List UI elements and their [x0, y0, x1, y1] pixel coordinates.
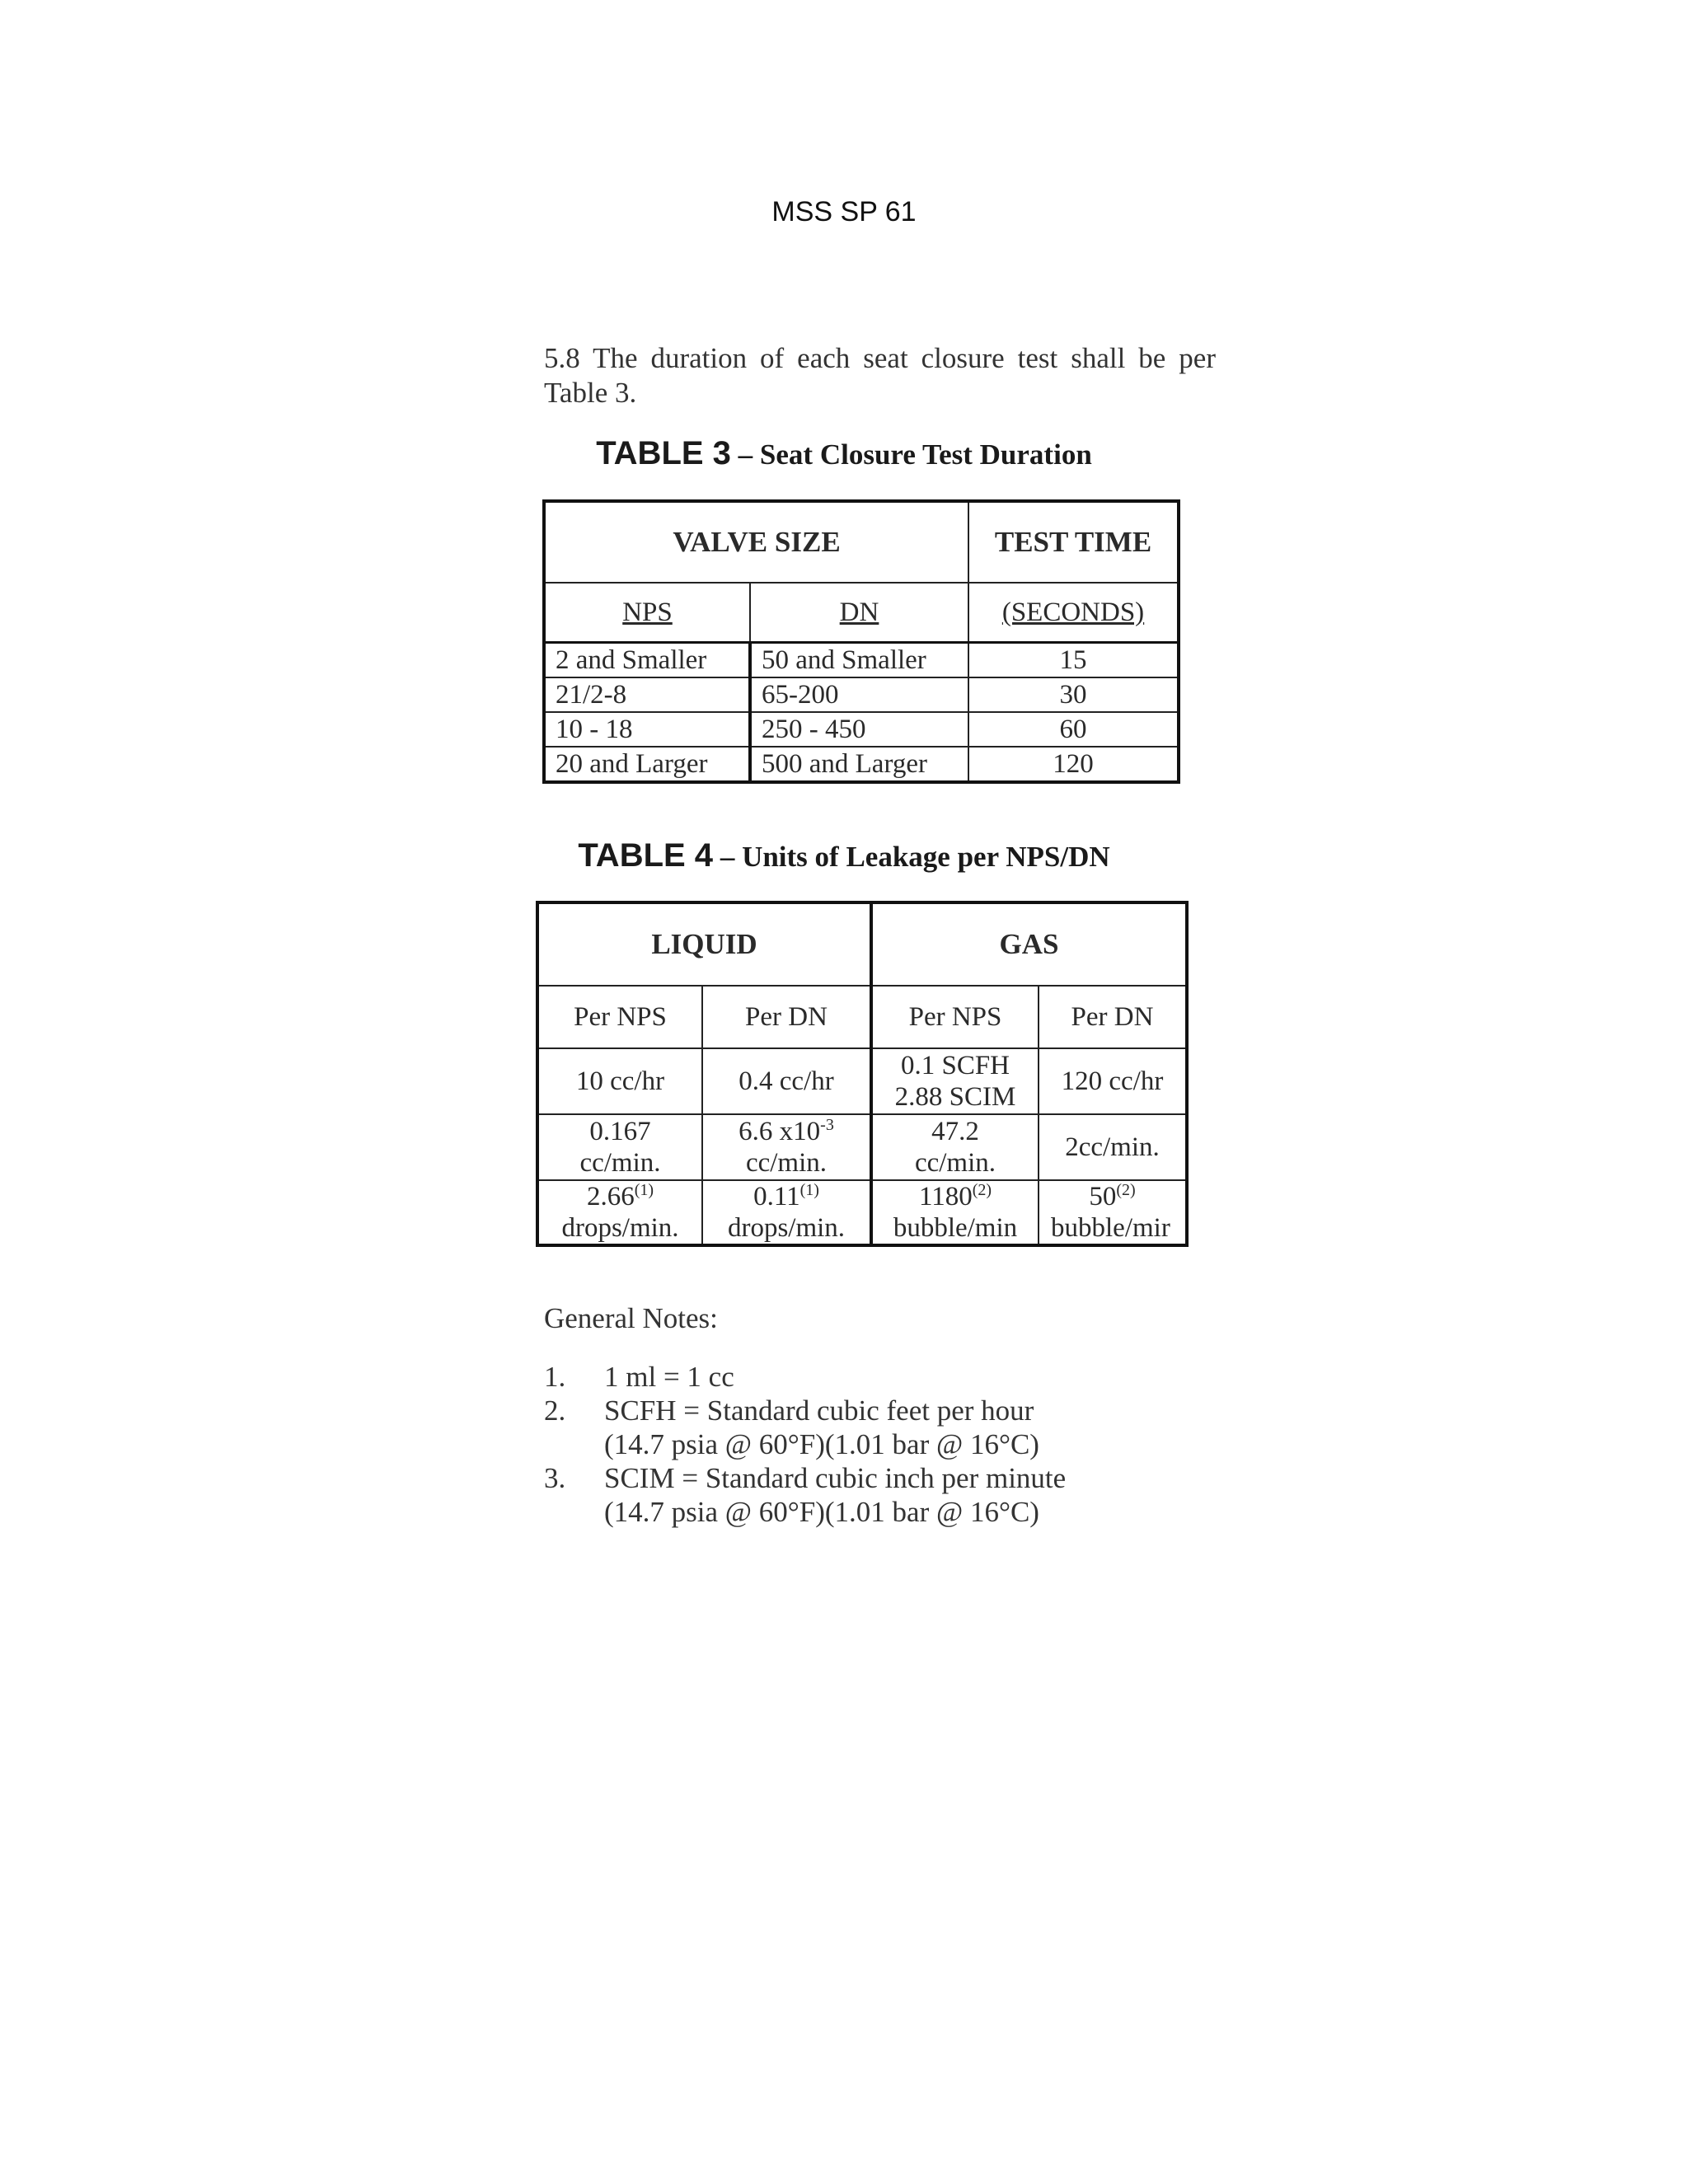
list-item [544, 1461, 1170, 1529]
note-line: (14.7 psia @ 60°F)(1.01 bar @ 16°C) [604, 1428, 1039, 1460]
page-header: MSS SP 61 [771, 196, 917, 227]
table-row [537, 1048, 1187, 1114]
table-3-number: TABLE 3 [596, 435, 731, 471]
liquid-per-nps-cell [537, 1114, 702, 1180]
cell-line: drops/min. [727, 1213, 846, 1243]
footnote-ref: (2) [972, 1181, 992, 1199]
cell-value: 2.66 [586, 1182, 635, 1212]
general-notes-list [544, 1360, 1170, 1529]
section-5-8-text: 5.8 The duration of each seat closure test shall be per Table 3. [544, 342, 1216, 409]
liquid-per-nps-subheader: Per NPS [537, 986, 702, 1048]
cell-line: 47.2 [931, 1117, 979, 1146]
note-line: (14.7 psia @ 60°F)(1.01 bar @ 16°C) [604, 1496, 1039, 1528]
note-text [604, 1360, 1170, 1394]
seconds-cell: 15 [968, 643, 1179, 678]
cell-value: 1180 [918, 1182, 973, 1212]
liquid-per-dn-cell: 0.4 cc/hr [702, 1048, 871, 1114]
table-row [544, 677, 1179, 712]
liquid-per-dn-subheader: Per DN [702, 986, 871, 1048]
dn-cell: 65-200 [750, 677, 968, 712]
seconds-cell: 30 [968, 677, 1179, 712]
table-4-number: TABLE 4 [578, 837, 714, 874]
cell-value: 0.11 [753, 1182, 800, 1212]
cell-line: bubble/mir [1051, 1213, 1170, 1243]
table-row [537, 1180, 1187, 1245]
cell-line: drops/min. [561, 1213, 679, 1243]
gas-per-dn-subheader: Per DN [1039, 986, 1187, 1048]
gas-per-nps-cell [871, 1180, 1039, 1245]
list-item [544, 1360, 1170, 1394]
list-item [544, 1394, 1170, 1461]
note-text [604, 1394, 1170, 1461]
footnote-ref: (1) [634, 1181, 654, 1199]
general-notes-title: General Notes: [544, 1302, 718, 1334]
table-row [544, 712, 1179, 747]
table-4-caption [0, 837, 1688, 874]
note-line: 1 ml = 1 cc [604, 1361, 734, 1393]
cell-line: cc/min. [745, 1148, 828, 1178]
note-number: 3. [544, 1462, 566, 1494]
dn-cell: 250 - 450 [750, 712, 968, 747]
seconds-cell: 120 [968, 747, 1179, 782]
cell-line: cc/min. [579, 1148, 661, 1178]
cell-line: 0.167 [589, 1117, 651, 1146]
dn-cell: 50 and Smaller [750, 643, 968, 678]
liquid-per-dn-cell [702, 1114, 871, 1180]
gas-per-dn-cell [1039, 1180, 1187, 1245]
cell-line: 2.88 SCIM [894, 1082, 1016, 1112]
cell-value: 6.6 x10 [738, 1117, 821, 1146]
note-line: SCFH = Standard cubic feet per hour [604, 1394, 1034, 1427]
seconds-subheader: (SECONDS) [968, 583, 1179, 643]
seconds-cell: 60 [968, 712, 1179, 747]
gas-per-nps-subheader: Per NPS [871, 986, 1039, 1048]
cell-value: 50 [1089, 1182, 1117, 1212]
note-number: 2. [544, 1394, 566, 1427]
note-text [604, 1461, 1170, 1529]
cell-line: cc/min. [914, 1148, 996, 1178]
note-number: 1. [544, 1361, 566, 1393]
nps-subheader: NPS [544, 583, 750, 643]
table-4-units-of-leakage [536, 901, 1189, 1247]
gas-per-nps-cell [871, 1114, 1039, 1180]
dn-subheader: DN [750, 583, 968, 643]
liquid-per-nps-cell [537, 1180, 702, 1245]
table-3-title: – Seat Closure Test Duration [730, 438, 1092, 471]
table-4-title: – Units of Leakage per NPS/DN [713, 841, 1110, 873]
nps-cell: 20 and Larger [544, 747, 750, 782]
cell-line: bubble/min [893, 1213, 1018, 1243]
test-time-header: TEST TIME [968, 501, 1179, 583]
liquid-header: LIQUID [537, 902, 871, 986]
footnote-ref: (1) [799, 1181, 819, 1199]
table-row [544, 747, 1179, 782]
valve-size-header: VALVE SIZE [544, 501, 968, 583]
table-3-seat-closure-test-duration [542, 499, 1180, 784]
dn-cell: 500 and Larger [750, 747, 968, 782]
table-3-caption [0, 435, 1688, 472]
note-line: SCIM = Standard cubic inch per minute [604, 1462, 1067, 1494]
nps-cell: 2 and Smaller [544, 643, 750, 678]
footnote-ref: (2) [1116, 1181, 1136, 1199]
gas-header: GAS [871, 902, 1187, 986]
gas-per-nps-cell [871, 1048, 1039, 1114]
gas-per-dn-cell: 120 cc/hr [1039, 1048, 1187, 1114]
exponent: -3 [820, 1116, 834, 1134]
nps-cell: 10 - 18 [544, 712, 750, 747]
table-row [544, 643, 1179, 678]
nps-cell: 21/2-8 [544, 677, 750, 712]
liquid-per-nps-cell: 10 cc/hr [537, 1048, 702, 1114]
gas-per-dn-cell: 2cc/min. [1039, 1114, 1187, 1180]
liquid-per-dn-cell [702, 1180, 871, 1245]
cell-line: 0.1 SCFH [900, 1051, 1010, 1080]
table-row [537, 1114, 1187, 1180]
